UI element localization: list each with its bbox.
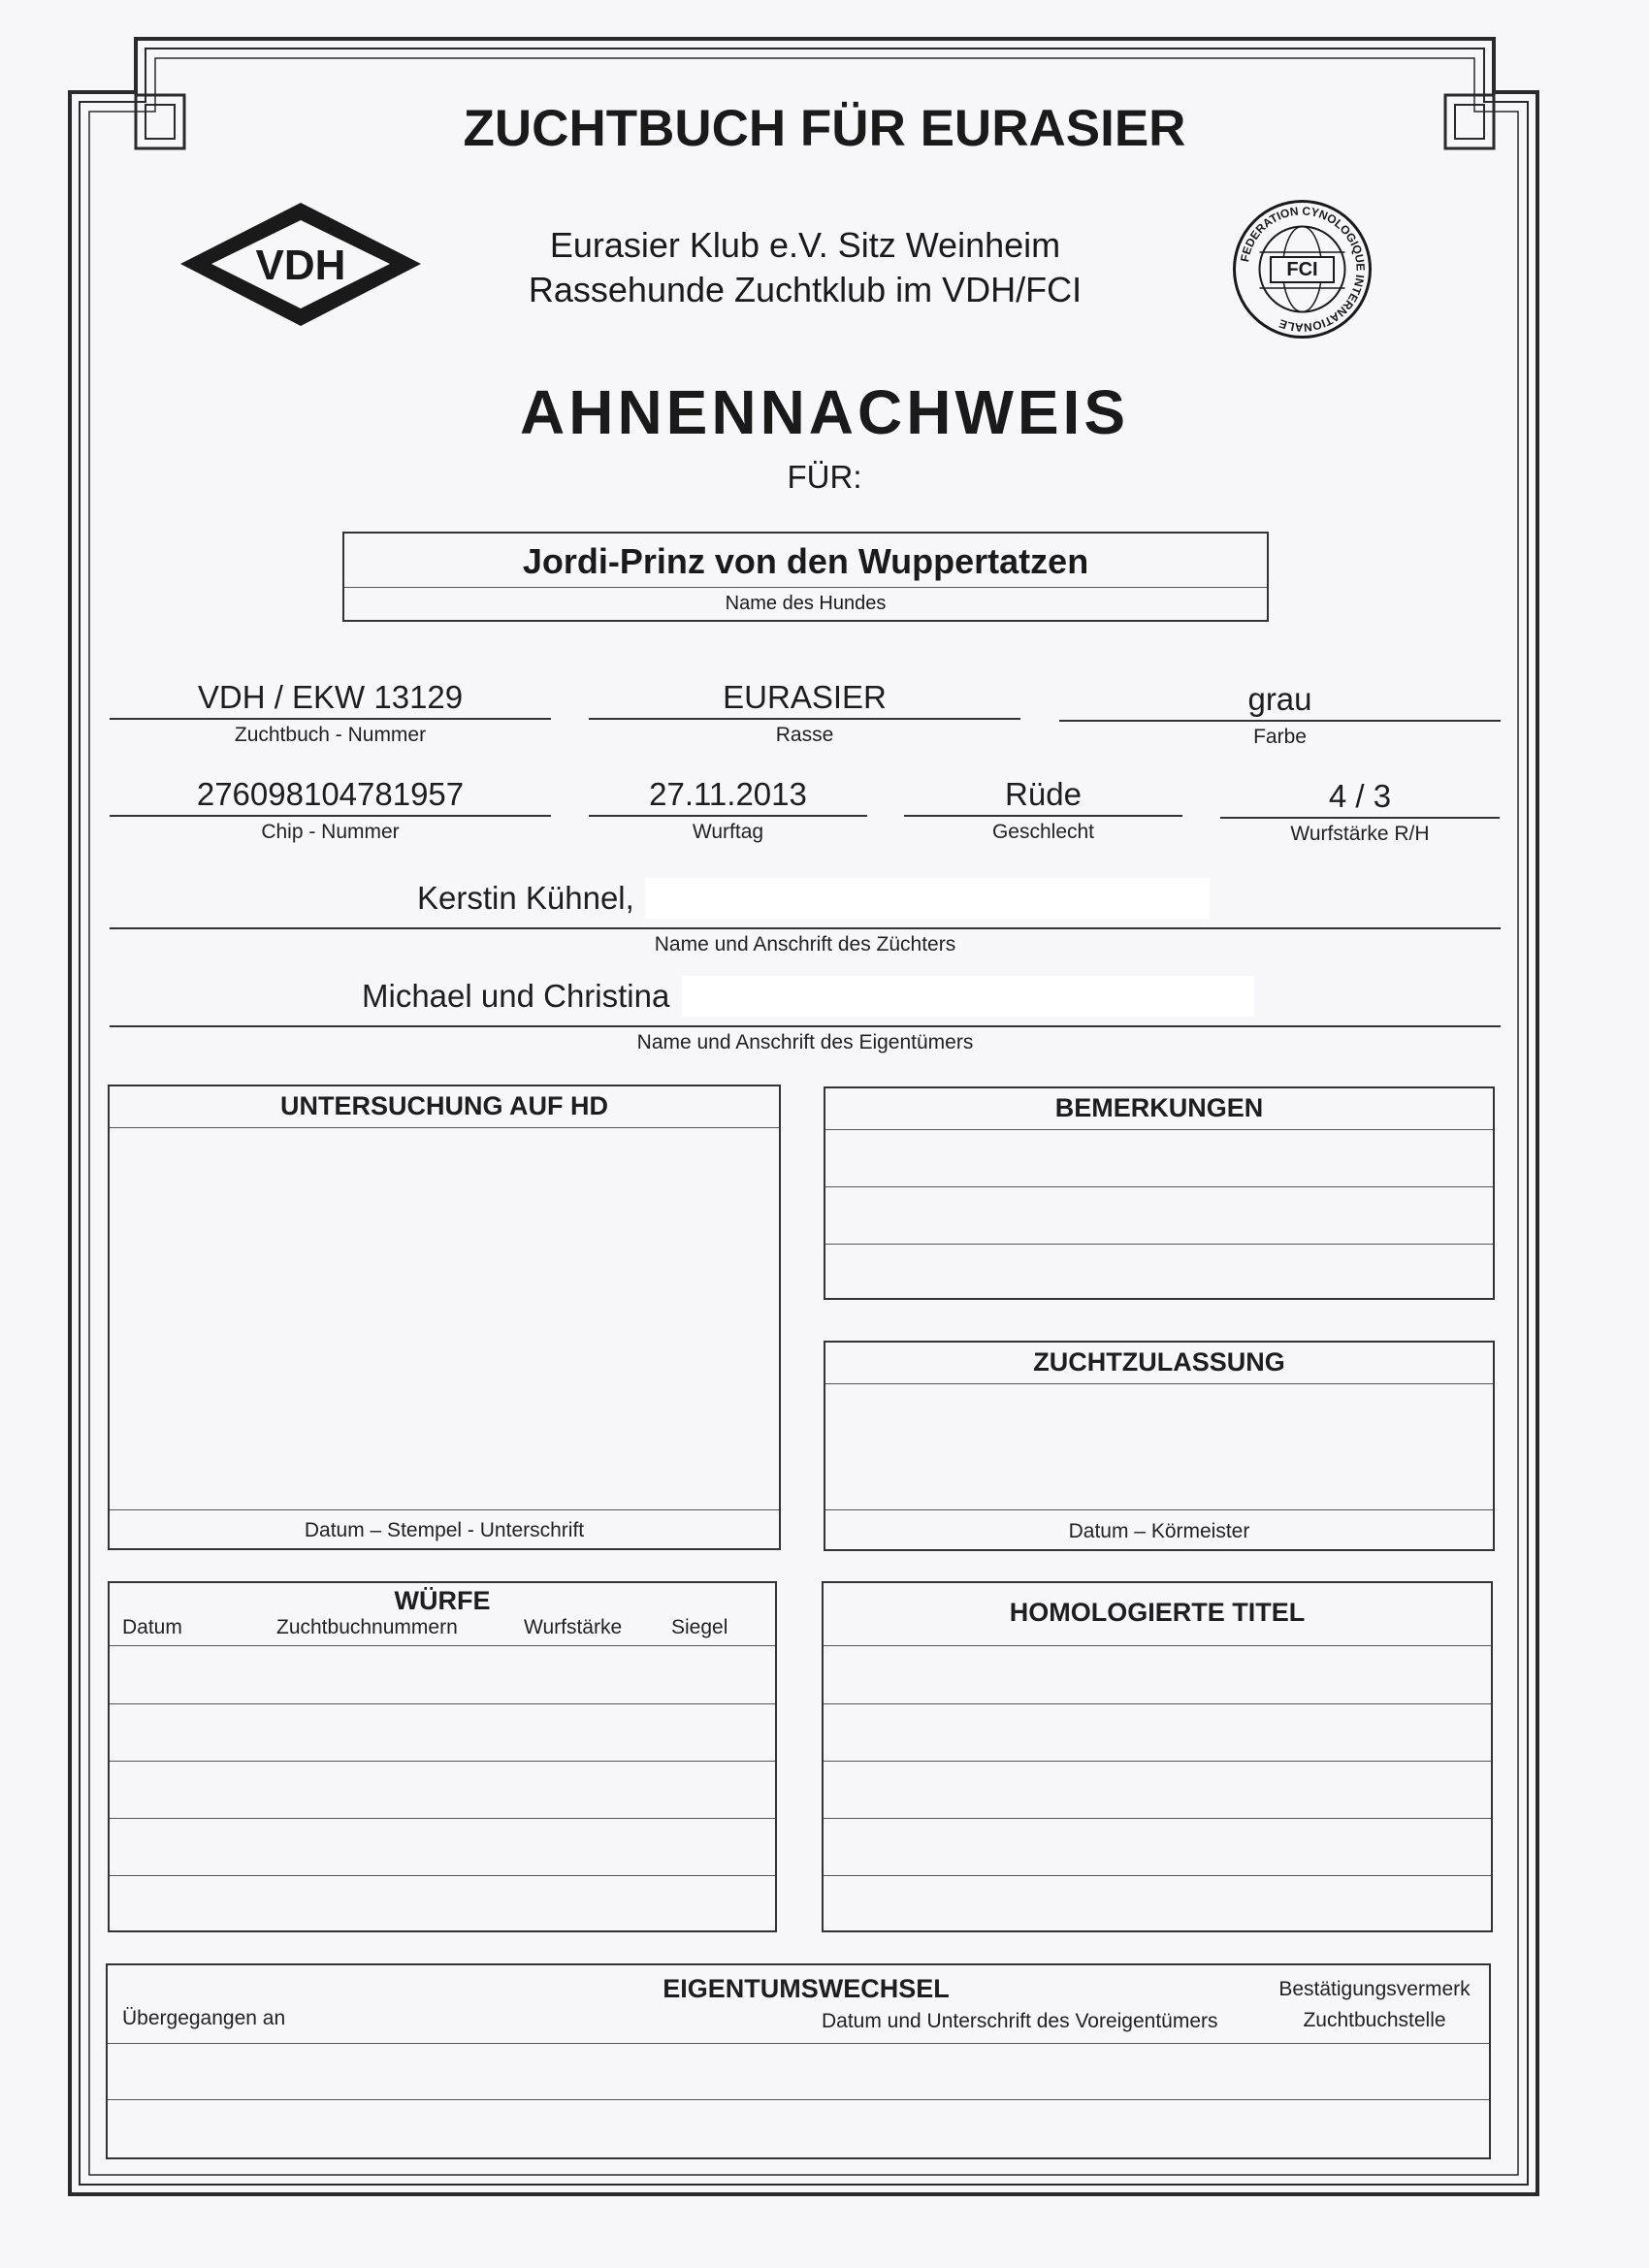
- document-subtitle: FÜR:: [787, 459, 862, 495]
- field-farbe: [1059, 681, 1501, 749]
- dog-name: Jordi-Prinz von den Wuppertatzen: [522, 541, 1089, 581]
- titles-title: HOMOLOGIERTE TITEL: [1009, 1598, 1306, 1627]
- ownership-confirmation-label-2: Zuchtbuchstelle: [1303, 2009, 1446, 2031]
- field-wurftag: [589, 776, 867, 844]
- ownership-change-box: [106, 1963, 1491, 2159]
- farbe-label: Farbe: [1253, 726, 1307, 748]
- club-line-1: Eurasier Klub e.V. Sitz Weinheim: [549, 225, 1061, 265]
- farbe-value: grau: [1247, 681, 1312, 717]
- vdh-logo-text: VDH: [255, 242, 346, 289]
- owner-value: Michael und Christina: [362, 978, 670, 1014]
- wurftag-value: 27.11.2013: [649, 776, 807, 812]
- wurftag-label: Wurftag: [692, 821, 764, 843]
- breeding-approval-footer: Datum – Körmeister: [1068, 1520, 1250, 1542]
- hd-examination-box: [108, 1085, 781, 1550]
- dog-name-label: Name des Hundes: [725, 593, 887, 614]
- rasse-value: EURASIER: [723, 679, 887, 715]
- fci-ring-text: FEDERATION CYNOLOGIQUE INTERNATIONALE: [1238, 204, 1368, 335]
- wurfstaerke-value: 4 / 3: [1328, 778, 1392, 814]
- litters-title: WÜRFE: [394, 1586, 491, 1615]
- litters-box: [108, 1581, 777, 1932]
- field-owner: [110, 976, 1501, 1053]
- remarks-title: BEMERKUNGEN: [1054, 1093, 1264, 1122]
- ownership-signature-label: Datum und Unterschrift des Voreigentümers: [822, 2010, 1218, 2032]
- zuchtbuch-nummer-value: VDH / EKW 13129: [197, 679, 464, 715]
- fci-logo: [1232, 199, 1373, 340]
- owner-label: Name und Anschrift des Eigentümers: [636, 1031, 974, 1053]
- chip-nummer-value: 276098104781957: [196, 776, 465, 812]
- litters-column-date: Datum: [122, 1616, 182, 1638]
- chip-nummer-label: Chip - Nummer: [261, 821, 400, 843]
- wurfstaerke-label: Wurfstärke R/H: [1290, 823, 1430, 845]
- ownership-confirmation-label-1: Bestätigungsvermerk: [1278, 1978, 1471, 2000]
- breeder-label: Name und Anschrift des Züchters: [654, 933, 956, 956]
- titles-box: [822, 1581, 1493, 1932]
- document-title: AHNENNACHWEIS: [520, 377, 1129, 447]
- geschlecht-label: Geschlecht: [991, 821, 1095, 843]
- geschlecht-value: Rüde: [1005, 776, 1082, 812]
- breeding-approval-title: ZUCHTZULASSUNG: [1033, 1347, 1285, 1377]
- field-breeder: [110, 878, 1501, 956]
- breeder-redaction: [645, 878, 1210, 919]
- field-zuchtbuch-nummer: [110, 679, 551, 747]
- club-line-2: Rassehunde Zuchtklub im VDH/FCI: [528, 270, 1083, 309]
- litters-column-seal: Siegel: [671, 1616, 728, 1638]
- dog-name-box: [342, 532, 1269, 622]
- hd-examination-title: UNTERSUCHUNG AUF HD: [280, 1091, 608, 1120]
- owner-redaction: [682, 976, 1254, 1017]
- field-rasse: [589, 679, 1020, 747]
- vdh-logo: [175, 199, 427, 330]
- fci-logo-text: FCI: [1286, 259, 1318, 280]
- field-geschlecht: [904, 776, 1182, 844]
- field-chip-nummer: [110, 776, 551, 844]
- rasse-label: Rasse: [775, 724, 834, 746]
- litters-column-studbook: Zuchtbuchnummern: [276, 1616, 458, 1638]
- breeding-approval-box: [824, 1341, 1495, 1551]
- field-wurfstaerke: [1220, 778, 1500, 846]
- header-title: ZUCHTBUCH FÜR EURASIER: [463, 100, 1186, 157]
- ownership-transferred-to-label: Übergegangen an: [122, 2007, 286, 2029]
- hd-examination-footer: Datum – Stempel - Unterschrift: [304, 1519, 585, 1541]
- zuchtbuch-nummer-label: Zuchtbuch - Nummer: [234, 724, 427, 746]
- breeder-value: Kerstin Kühnel,: [417, 880, 634, 916]
- ownership-change-title: EIGENTUMSWECHSEL: [663, 1974, 950, 2003]
- remarks-box: [824, 1086, 1495, 1300]
- litters-column-litter-size: Wurfstärke: [524, 1616, 623, 1638]
